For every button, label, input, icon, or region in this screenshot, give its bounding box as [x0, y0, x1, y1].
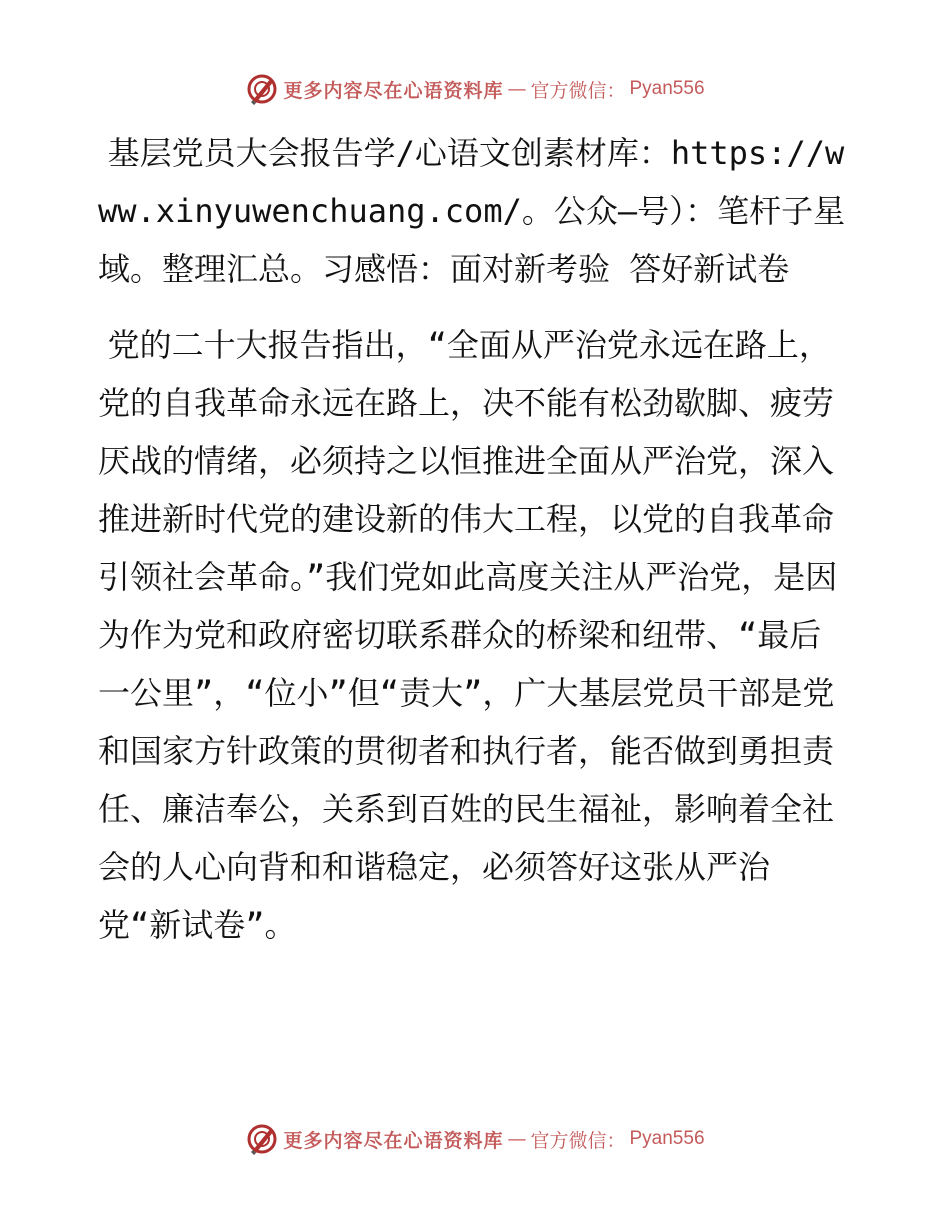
watermark-text: 更多内容尽在心语资料库 [283, 79, 504, 102]
watermark-wechat-id: Pyan556 [629, 78, 705, 99]
watermark-label: 官方微信： [530, 1129, 626, 1152]
paragraph-intro: 基层党员大会报告学/心语文创素材库：https://www.xinyuwenchuang.com/。公众—号）：笔杆子星域。整理汇总。习感悟：面对新考验 答好新试卷 [98, 134, 846, 288]
pen-logo-icon [245, 72, 279, 106]
document-body [98, 124, 850, 954]
watermark-text: 更多内容尽在心语资料库 [283, 1129, 504, 1152]
watermark-wechat-id: Pyan556 [629, 1128, 705, 1149]
watermark-separator: — [507, 1128, 527, 1150]
paragraph-main: 党的二十大报告指出，“全面从严治党永远在路上，党的自我革命永远在路上，决不能有松劲歇脚、疲劳厌战的情绪，必须持之以恒推进全面从严治党，深入推进新时代党的建设新的伟大工程，以党的自我革命引领社会革命。”我们党如此高度关注从严治党，是因为作为党和政府密切联系群众的桥梁和纽带、“最后一公里”，“位小”但“责大”，广大基层党员干部是党和国家方针政策的贯彻者和执行者，能否做到勇担责任、廉洁奉公，关系到百姓的民生福祉，影响着全社会的人心向背和和谐稳定，必须答好这张从严治党“新试卷”。 [98, 326, 838, 944]
watermark-separator: — [507, 78, 527, 100]
footer-watermark [0, 1119, 950, 1159]
watermark-label: 官方微信： [530, 79, 626, 102]
pen-logo-icon [245, 1122, 279, 1156]
header-watermark [0, 69, 950, 109]
